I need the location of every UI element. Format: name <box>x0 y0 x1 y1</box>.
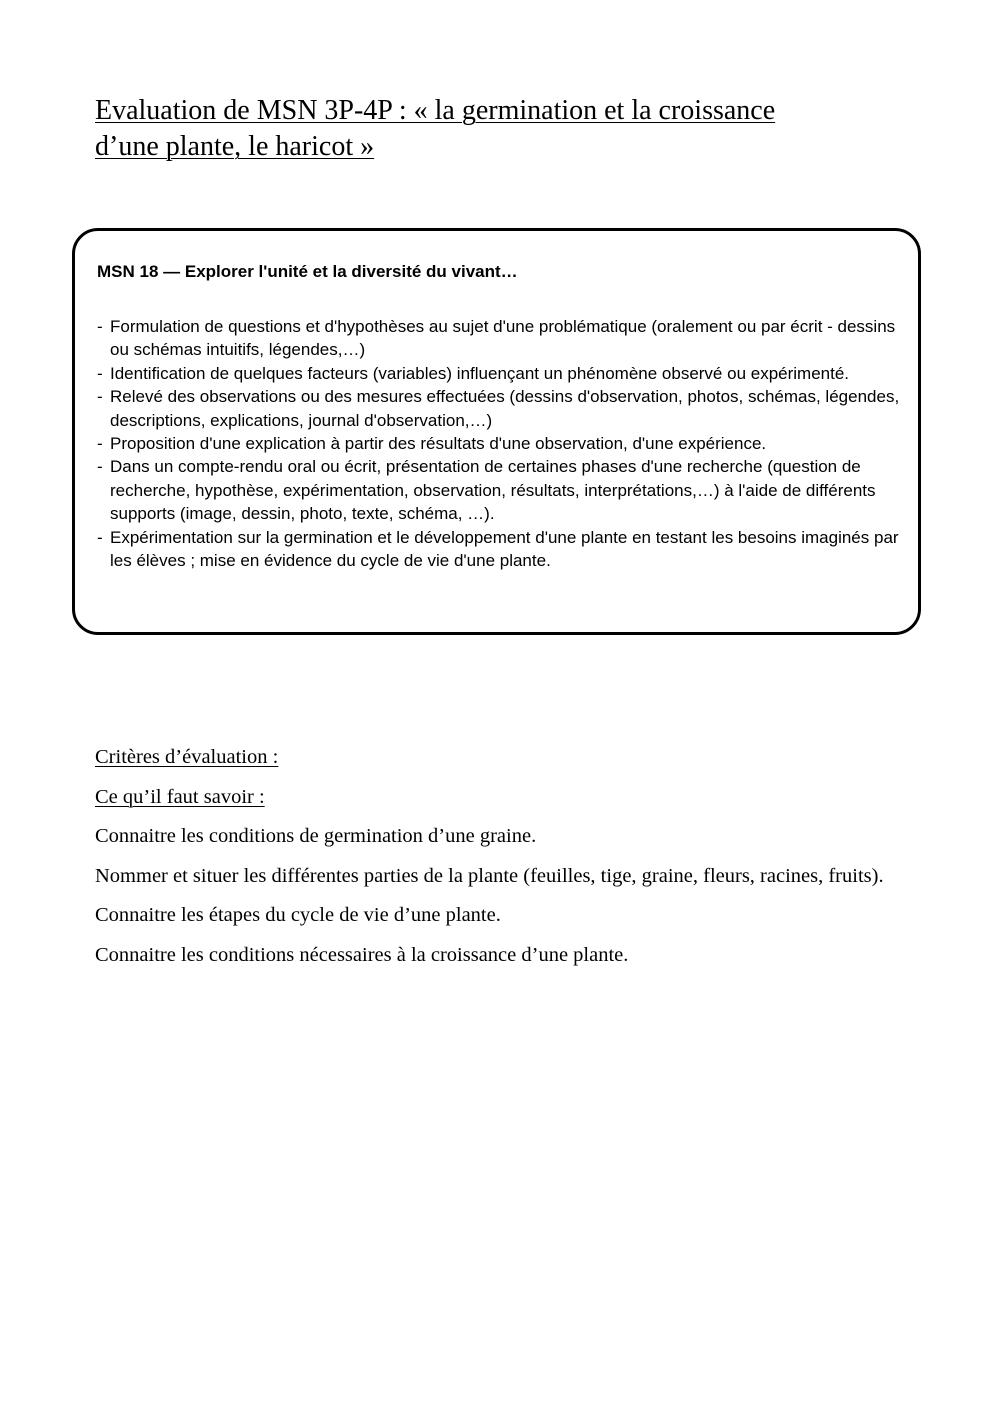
criteria-line: Nommer et situer les différentes parties de la plante (feuilles, tige, graine, fleurs, racines, fruits). <box>95 864 884 887</box>
learning-objectives-box <box>72 228 921 635</box>
criteria-line: Connaitre les étapes du cycle de vie d’une plante. <box>95 904 501 926</box>
objective-item: - Relevé des observations ou des mesures effectuées (dessins d'observation, photos, schémas, légendes, descriptions, explications, journal d'observation,…) <box>97 385 907 432</box>
objective-item: - Formulation de questions et d'hypothèses au sujet d'une problématique (oralement ou par écrit - dessins ou schémas intuitifs, légendes,…) <box>97 315 907 362</box>
page-title <box>95 93 915 165</box>
page-title-line-1: Evaluation de MSN 3P-4P : « la germination et la croissance <box>95 95 776 126</box>
evaluation-criteria-section <box>95 738 915 975</box>
objective-list <box>97 315 907 572</box>
objective-item: - Identification de quelques facteurs (variables) influençant un phénomène observé ou expérimenté. <box>97 362 907 385</box>
objective-item: - Expérimentation sur la germination et le développement d'une plante en testant les besoins imaginés par les élèves ; mise en évidence du cycle de vie d'une plante. <box>97 526 907 573</box>
page-title-line-2: d’une plante, le haricot » <box>95 131 375 162</box>
objective-item: - Dans un compte-rendu oral ou écrit, présentation de certaines phases d'une recherche (question de recherche, hypothèse, expérimentation, observation, résultats, interprétations,…) à l'aide de différents supports (image, dessin, photo, texte, schéma, …). <box>97 455 907 525</box>
criteria-line: Connaitre les conditions de germination d’une graine. <box>95 825 537 847</box>
objective-item: - Proposition d'une explication à partir des résultats d'une observation, d'une expérience. <box>97 432 907 455</box>
criteria-line: Connaitre les conditions nécessaires à la croissance d’une plante. <box>95 943 629 966</box>
criteria-subheading: Ce qu’il faut savoir : <box>95 785 265 808</box>
criteria-heading: Critères d’évaluation : <box>95 746 279 768</box>
objective-heading: MSN 18 — Explorer l'unité et la diversité du vivant… <box>97 262 518 281</box>
